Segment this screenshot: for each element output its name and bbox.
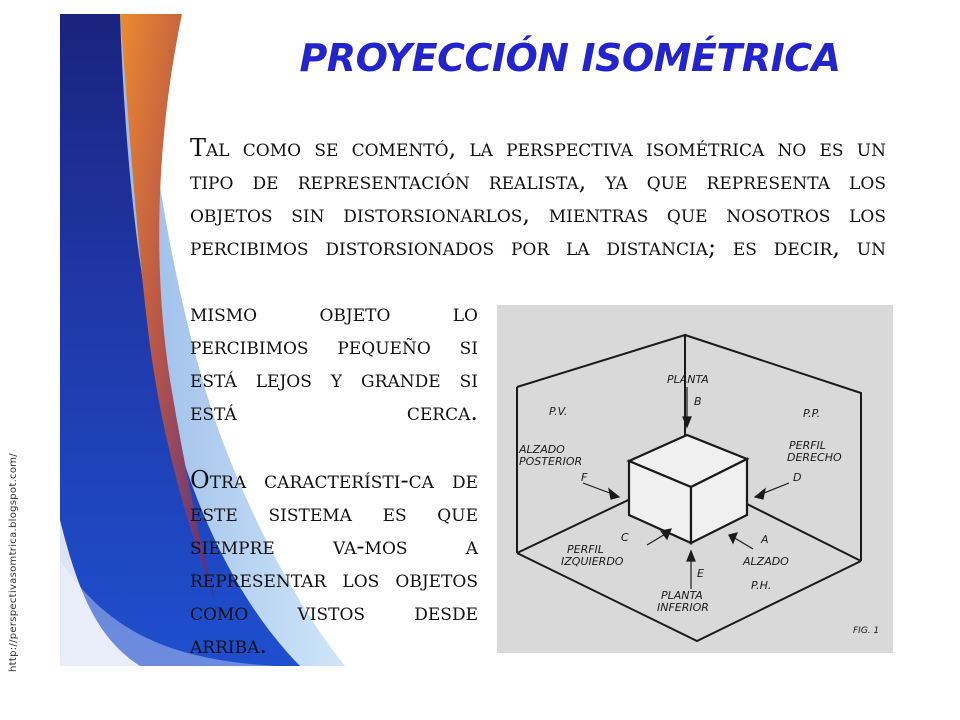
paragraph-2 [190,464,478,662]
label-ph: P.H. [751,579,772,592]
label-pv: P.V. [549,405,568,418]
label-planta-inferior-1: PLANTA [661,589,703,602]
label-b: B [694,395,702,408]
paragraph-1-wide: Tal como se comentó, la perspectiva isométrica no es un tipo de representación realista, ya que representa los objetos sin distorsionarlos, mientras que nosotros los percibimos distorsionados por la distancia; es decir, un [190,134,886,261]
label-perfil-izquierdo-2: IZQUIERDO [561,555,624,568]
paragraph-2-text: Otra característi-ca de este sistema es que siempre va-mos a representar los objetos como vistos desde arriba. [190,466,478,659]
label-alzado: ALZADO [743,555,789,568]
label-f: F [581,471,588,484]
label-c: C [621,531,629,544]
isometric-projection-figure [497,305,893,653]
label-perfil-derecho-1: PERFIL [789,439,826,452]
label-d: D [793,471,802,484]
slide-title: PROYECCIÓN ISOMÉTRICA [299,36,841,80]
label-pp: P.P. [803,407,821,420]
label-planta: PLANTA [667,373,709,386]
label-e: E [697,567,704,580]
label-perfil-izquierdo-1: PERFIL [567,543,604,556]
label-perfil-derecho-2: DERECHO [787,451,842,464]
paragraph-1-narrow [190,297,478,429]
label-alzado-posterior-1: ALZADO [519,443,565,456]
label-planta-inferior-2: INFERIOR [657,601,709,614]
label-fig: FIG. 1 [853,626,880,636]
label-alzado-posterior-2: POSTERIOR [519,455,583,468]
label-a: A [761,533,769,546]
paragraph-1-narrow-text: mismo objeto lo percibimos pequeño si está lejos y grande si está cerca. [190,299,478,426]
source-url[interactable]: http://perspectivasomtrica.blogspot.com/ [8,453,19,672]
